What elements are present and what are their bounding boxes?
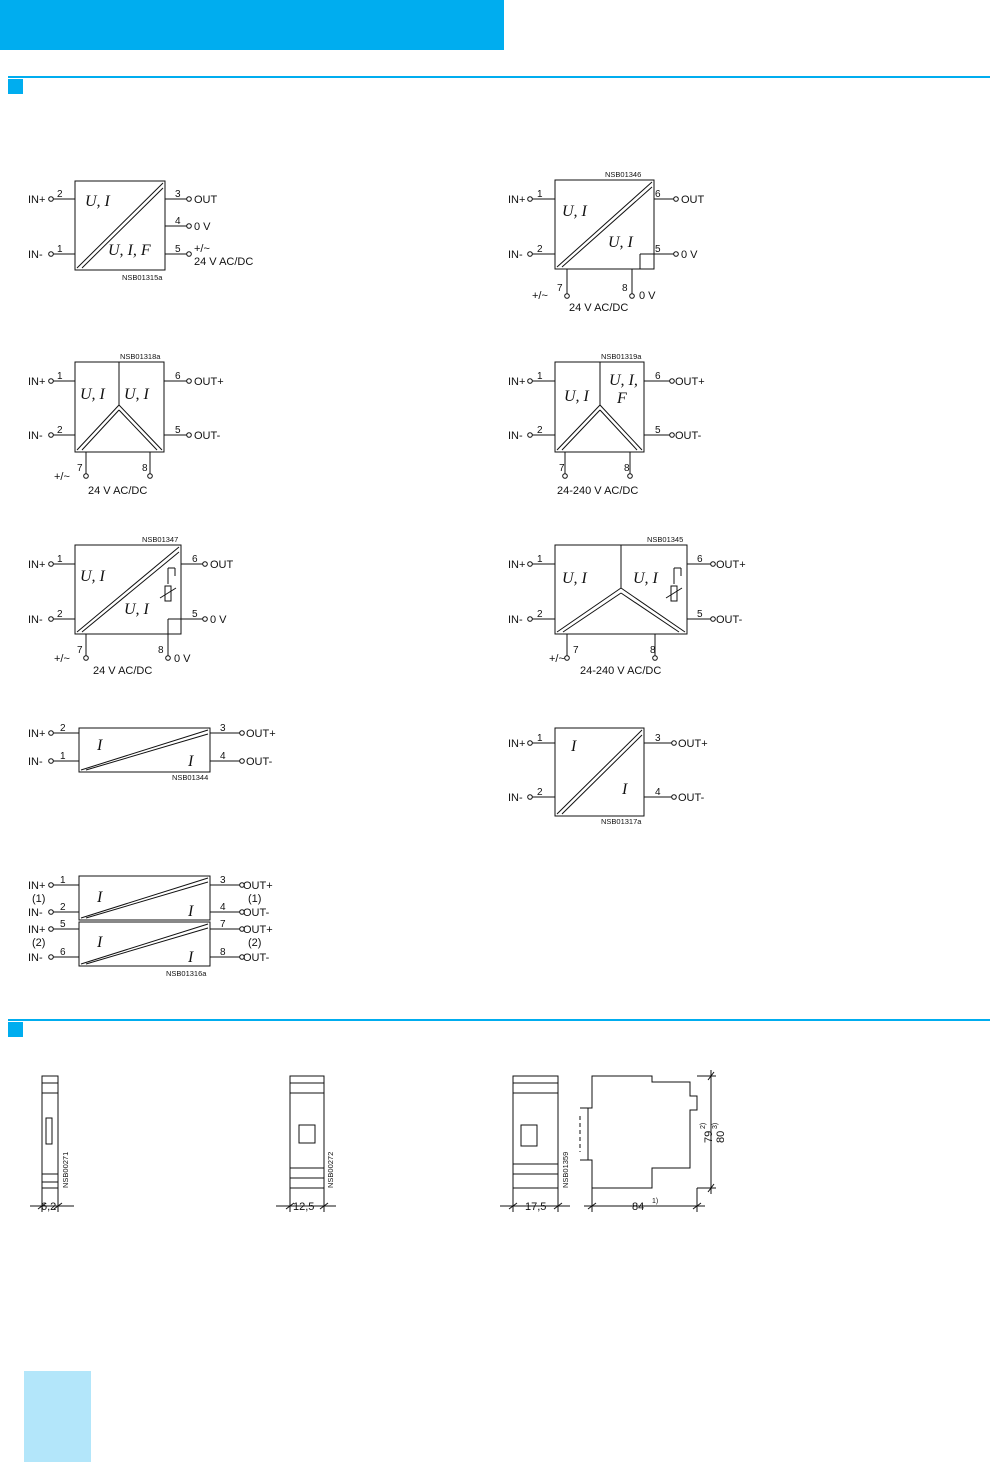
pin-7: 7 — [573, 645, 579, 656]
pin-7: 7 — [77, 645, 83, 656]
label-0v: 0 V — [639, 290, 656, 302]
pin-5: 5 — [175, 244, 181, 255]
pin-2: 2 — [60, 902, 66, 913]
label-out-minus: OUT- — [243, 907, 270, 919]
label-out: OUT — [210, 559, 234, 571]
dimension-width: 6,2 — [41, 1201, 57, 1213]
pin-3: 3 — [220, 723, 226, 734]
function-output: U, I, — [609, 372, 638, 389]
pin-1: 1 — [60, 751, 66, 762]
drawing-code: NSB01346 — [605, 170, 642, 179]
pin-7: 7 — [77, 463, 83, 474]
label-in-minus: IN- — [28, 430, 43, 442]
function-output: U, I — [124, 386, 149, 403]
pin-1: 1 — [537, 189, 543, 200]
label-out-minus: OUT- — [675, 430, 702, 442]
pin-8: 8 — [624, 463, 630, 474]
label-supply: 24-240 V AC/DC — [580, 665, 662, 677]
pin-2: 2 — [60, 723, 66, 734]
pin-5: 5 — [192, 609, 198, 620]
pin-2: 2 — [537, 787, 543, 798]
label-supply-sym: +/~ — [194, 243, 210, 255]
pin-6: 6 — [697, 554, 703, 565]
pin-8: 8 — [650, 645, 656, 656]
label-in-plus: IN+ — [28, 559, 46, 571]
function-output: I — [188, 753, 194, 770]
label-in-plus: IN+ — [28, 880, 46, 892]
function-input: U, I — [85, 193, 110, 210]
label-supply: 24-240 V AC/DC — [557, 485, 639, 497]
label-0v: 0 V — [210, 614, 227, 626]
label-in-minus: IN- — [28, 614, 43, 626]
pin-5: 5 — [655, 244, 661, 255]
dimension-width: 17,5 — [525, 1201, 547, 1213]
label-in-minus: IN- — [28, 756, 43, 768]
label-in-minus: IN- — [28, 907, 43, 919]
housing-12-5mm — [276, 1076, 336, 1212]
function-input: U, I — [562, 570, 587, 587]
diagram-3 — [53, 362, 187, 474]
pin-2: 2 — [537, 244, 543, 255]
function-input: U, I — [80, 386, 105, 403]
drawing-code: NSB00271 — [61, 1151, 70, 1188]
drawing-code: NSB01347 — [142, 535, 179, 544]
function-input: U, I — [80, 568, 105, 585]
function-input: U, I — [562, 203, 587, 220]
label-in-plus: IN+ — [28, 376, 46, 388]
pin-1: 1 — [57, 554, 63, 565]
label-in-minus: IN- — [508, 249, 523, 261]
pin-1: 1 — [57, 244, 63, 255]
function-output: U, I — [608, 234, 633, 251]
label-channel-2: (2) — [248, 937, 262, 949]
pin-3: 3 — [655, 733, 661, 744]
label-in-plus: IN+ — [508, 376, 526, 388]
label-out-plus: OUT+ — [243, 924, 273, 936]
pin-4: 4 — [175, 216, 181, 227]
pin-3: 3 — [220, 875, 226, 886]
diagram-8 — [532, 728, 672, 816]
pin-7: 7 — [559, 463, 565, 474]
dimension-height: 79 — [703, 1130, 715, 1143]
label-out-plus: OUT+ — [678, 738, 708, 750]
label-out: OUT — [681, 194, 705, 206]
pin-2: 2 — [57, 189, 63, 200]
drawing-code: NSB01318a — [120, 352, 161, 361]
drawing-code: NSB00272 — [326, 1151, 335, 1188]
pin-5: 5 — [697, 609, 703, 620]
function-input: U, I — [564, 388, 589, 405]
pin-1: 1 — [537, 733, 543, 744]
drawing-code: NSB01316a — [166, 969, 207, 978]
label-supply-sym: +/~ — [532, 290, 548, 302]
pin-1: 1 — [537, 554, 543, 565]
function-output: U, I — [633, 570, 658, 587]
label-out-plus: OUT+ — [194, 376, 224, 388]
label-in-minus: IN- — [508, 792, 523, 804]
label-supply: 24 V AC/DC — [88, 485, 148, 497]
label-out-plus: OUT+ — [246, 728, 276, 740]
diagram-2 — [532, 180, 674, 294]
pin-4: 4 — [220, 751, 226, 762]
pin-4: 4 — [655, 787, 661, 798]
pin-8: 8 — [622, 283, 628, 294]
function-input: I — [571, 738, 577, 755]
function-output-f: F — [617, 390, 627, 407]
pin-2: 2 — [537, 425, 543, 436]
pin-5: 5 — [60, 919, 66, 930]
diagram-9 — [53, 876, 240, 966]
dimension-height-note: 3) — [712, 1122, 719, 1129]
pin-1: 1 — [57, 371, 63, 382]
label-supply: 24 V AC/DC — [569, 302, 629, 314]
label-out-plus: OUT+ — [243, 880, 273, 892]
diagram-4 — [532, 362, 670, 474]
pin-6: 6 — [175, 371, 181, 382]
label-in-minus: IN- — [508, 430, 523, 442]
drawing-code: NSB01317a — [601, 817, 642, 826]
pin-2: 2 — [57, 609, 63, 620]
label-0v: 0 V — [174, 653, 191, 665]
label-out-minus: OUT- — [243, 952, 270, 964]
label-0v: 0 V — [681, 249, 698, 261]
pin-3: 3 — [175, 189, 181, 200]
label-out-minus: OUT- — [716, 614, 743, 626]
pin-6: 6 — [655, 189, 661, 200]
pin-2: 2 — [537, 609, 543, 620]
function-input: I — [97, 889, 103, 906]
pin-8: 8 — [158, 645, 164, 656]
pin-1: 1 — [60, 875, 66, 886]
pin-5: 5 — [175, 425, 181, 436]
drawing-code: NSB01345 — [647, 535, 684, 544]
pin-8: 8 — [142, 463, 148, 474]
pin-7: 7 — [557, 283, 563, 294]
label-out-plus: OUT+ — [675, 376, 705, 388]
label-out-minus: OUT- — [194, 430, 221, 442]
pin-4: 4 — [220, 902, 226, 913]
label-supply-sym: +/~ — [54, 471, 70, 483]
pin-8: 8 — [220, 947, 226, 958]
label-in-minus: IN- — [28, 249, 43, 261]
label-in-minus: IN- — [508, 614, 523, 626]
pin-6: 6 — [192, 554, 198, 565]
label-in-minus: IN- — [28, 952, 43, 964]
drawing-code: NSB01315a — [122, 273, 163, 282]
diagram-6 — [532, 545, 711, 656]
function-input: I — [97, 737, 103, 754]
function-input: I — [97, 934, 103, 951]
pin-6: 6 — [655, 371, 661, 382]
label-in-plus: IN+ — [28, 728, 46, 740]
drawing-code: NSB01319a — [601, 352, 642, 361]
label-channel-2: (2) — [32, 937, 46, 949]
dimension-depth-note: 1) — [652, 1198, 659, 1205]
label-out-minus: OUT- — [678, 792, 705, 804]
label-out-plus: OUT+ — [716, 559, 746, 571]
label-supply-sym: +/~ — [549, 653, 565, 665]
pin-1: 1 — [537, 371, 543, 382]
label-in-plus: IN+ — [508, 738, 526, 750]
label-out-minus: OUT- — [246, 756, 273, 768]
dimension-depth: 84 — [632, 1201, 645, 1213]
function-output: U, I — [124, 601, 149, 618]
label-out: OUT — [194, 194, 218, 206]
label-channel-1: (1) — [32, 893, 46, 905]
label-supply: 24 V AC/DC — [93, 665, 153, 677]
pin-5: 5 — [655, 425, 661, 436]
housing-6-2mm — [30, 1076, 74, 1212]
housing-17-5mm — [500, 1070, 716, 1212]
function-output: I — [188, 949, 194, 966]
dimension-width: 12,5 — [293, 1201, 315, 1213]
label-in-plus: IN+ — [508, 194, 526, 206]
label-0v: 0 V — [194, 221, 211, 233]
drawing-code: NSB01344 — [172, 773, 209, 782]
pin-6: 6 — [60, 947, 66, 958]
drawing-code: NSB01359 — [561, 1151, 570, 1188]
function-output: U, I, F — [108, 242, 151, 259]
label-channel-1: (1) — [248, 893, 262, 905]
pin-7: 7 — [220, 919, 226, 930]
pin-2: 2 — [57, 425, 63, 436]
dimension-height: 80 — [715, 1130, 727, 1143]
label-in-plus: IN+ — [28, 924, 46, 936]
label-in-plus: IN+ — [28, 194, 46, 206]
function-output: I — [622, 781, 628, 798]
function-output: I — [188, 903, 194, 920]
dimension-height-note: 2) — [700, 1122, 707, 1129]
diagram-7 — [53, 728, 240, 772]
label-supply-sym: +/~ — [54, 653, 70, 665]
label-in-plus: IN+ — [508, 559, 526, 571]
label-supply: 24 V AC/DC — [194, 256, 254, 268]
